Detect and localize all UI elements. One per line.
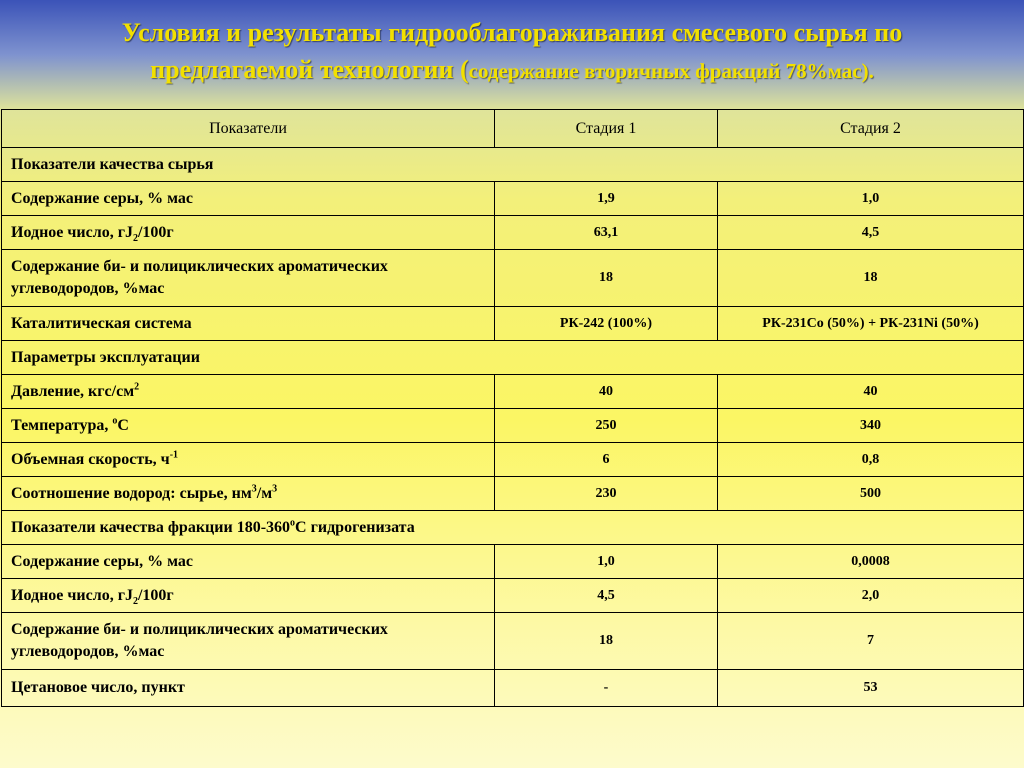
header-indicators: Показатели: [2, 110, 495, 148]
label-text: Объемная скорость, ч: [11, 450, 170, 468]
label-superscript: о: [290, 517, 296, 529]
slide-title: [0, 14, 1024, 90]
row-label: [2, 375, 495, 409]
row-label: Содержание серы, % мас: [2, 182, 495, 216]
label-text: С гидрогенизата: [295, 518, 415, 536]
title-line-2: [0, 51, 1024, 90]
table-row: [2, 216, 1024, 250]
stage-1-value: 4,5: [495, 579, 718, 613]
stage-2-value: 7: [718, 613, 1024, 670]
stage-1-value: 1,0: [495, 545, 718, 579]
stage-1-value: 63,1: [495, 216, 718, 250]
stage-2-value: 53: [718, 670, 1024, 707]
table-row: [2, 409, 1024, 443]
label-text: Соотношение водород: сырье, нм: [11, 484, 252, 502]
table-row: [2, 477, 1024, 511]
stage-2-value: 18: [718, 250, 1024, 307]
row-label: Содержание би- и полициклических ароматических углеводородов, %мас: [2, 613, 495, 670]
row-label: Содержание серы, % мас: [2, 545, 495, 579]
stage-1-value: 18: [495, 250, 718, 307]
stage-2-value: 40: [718, 375, 1024, 409]
table-row: [2, 307, 1024, 341]
table-row: [2, 613, 1024, 670]
header-stage-1: Стадия 1: [495, 110, 718, 148]
row-label: [2, 443, 495, 477]
table-row: [2, 579, 1024, 613]
label-text: Иодное число, гJ: [11, 586, 133, 604]
results-table: [1, 109, 1024, 707]
row-label: [2, 477, 495, 511]
label-text: /100г: [137, 223, 174, 241]
stage-2-value: 340: [718, 409, 1024, 443]
table-row: [2, 443, 1024, 477]
title-line-1: Условия и результаты гидрооблагораживания смесевого сырья по: [121, 18, 903, 47]
stage-2-value: 500: [718, 477, 1024, 511]
label-superscript: 2: [134, 381, 140, 393]
stage-1-value: РК-242 (100%): [495, 307, 718, 341]
label-superscript: 3: [272, 483, 278, 495]
label-text: /м: [256, 484, 273, 502]
section-label: Параметры эксплуатации: [2, 341, 1024, 375]
label-text: /100г: [137, 586, 174, 604]
row-label: [2, 216, 495, 250]
label-superscript: -1: [169, 449, 179, 461]
row-label: Каталитическая система: [2, 307, 495, 341]
section-label: [2, 511, 1024, 545]
title-line-2-main: предлагаемой технологии (: [150, 55, 469, 84]
label-text: Давление, кгс/см: [11, 382, 135, 400]
label-subscript: 2: [132, 232, 138, 244]
stage-1-value: 40: [495, 375, 718, 409]
label-text: С: [117, 416, 129, 434]
section-row-feed-quality: [2, 148, 1024, 182]
stage-2-value: 0,0008: [718, 545, 1024, 579]
label-subscript: 2: [132, 595, 138, 607]
row-label: [2, 409, 495, 443]
label-superscript: о: [112, 415, 118, 427]
stage-2-value: РК-231Со (50%) + РК-231Ni (50%): [718, 307, 1024, 341]
label-text: Показатели качества фракции 180-360: [11, 518, 291, 536]
row-label: [2, 579, 495, 613]
stage-2-value: 0,8: [718, 443, 1024, 477]
stage-2-value: 4,5: [718, 216, 1024, 250]
stage-1-value: 250: [495, 409, 718, 443]
label-text: Иодное число, гJ: [11, 223, 133, 241]
section-row-operating-parameters: [2, 341, 1024, 375]
stage-1-value: -: [495, 670, 718, 707]
table-row: [2, 545, 1024, 579]
row-label: Цетановое число, пункт: [2, 670, 495, 707]
stage-2-value: 2,0: [718, 579, 1024, 613]
header-row: [2, 110, 1024, 148]
title-line-2-paren: содержание вторичных фракций 78%мас).: [468, 59, 874, 83]
table-row: [2, 670, 1024, 707]
stage-1-value: 18: [495, 613, 718, 670]
section-label: Показатели качества сырья: [2, 148, 1024, 182]
table-row: [2, 182, 1024, 216]
stage-1-value: 1,9: [495, 182, 718, 216]
label-text: Температура,: [11, 416, 113, 434]
stage-1-value: 230: [495, 477, 718, 511]
stage-2-value: 1,0: [718, 182, 1024, 216]
label-superscript: 3: [251, 483, 257, 495]
header-stage-2: Стадия 2: [718, 110, 1024, 148]
table-row: [2, 375, 1024, 409]
table-row: [2, 250, 1024, 307]
stage-1-value: 6: [495, 443, 718, 477]
row-label: Содержание би- и полициклических ароматических углеводородов, %мас: [2, 250, 495, 307]
section-row-product-quality: [2, 511, 1024, 545]
